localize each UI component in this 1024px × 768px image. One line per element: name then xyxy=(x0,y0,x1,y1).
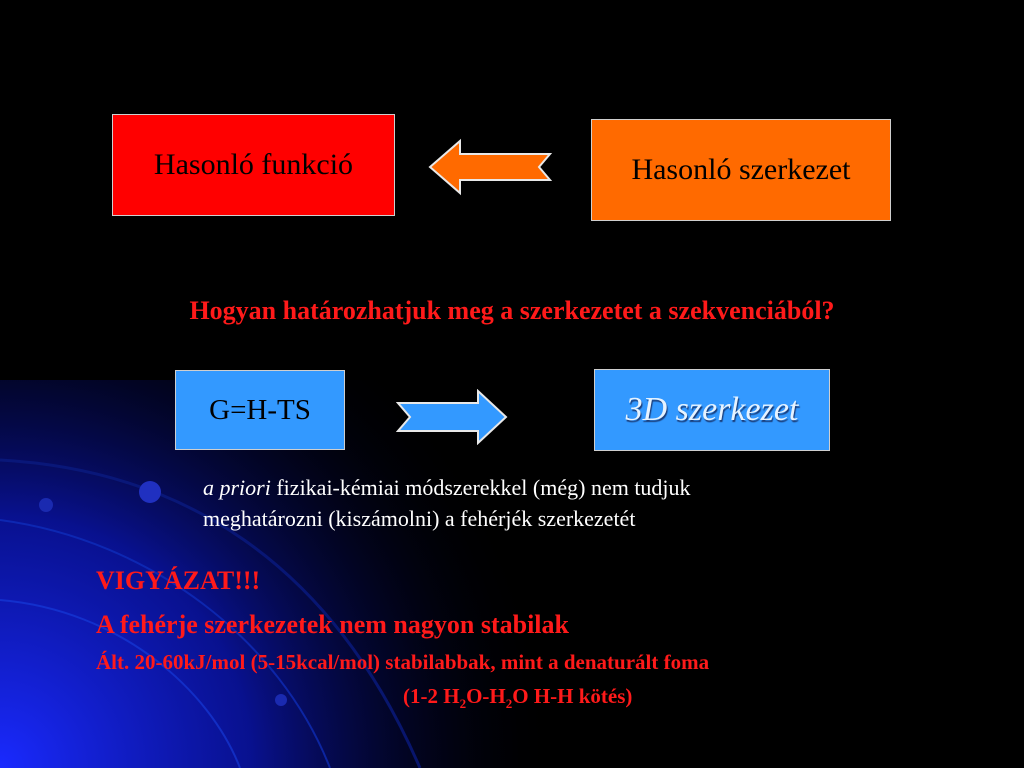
left-arrow-icon xyxy=(428,138,554,196)
similar-structure-box xyxy=(591,119,891,221)
warning-title: VIGYÁZAT!!! xyxy=(96,566,261,595)
note-line1: fizikai-kémiai módszerekkel (még) nem tudjuk xyxy=(270,475,691,500)
similar-structure-label: Hasonló szerkezet xyxy=(631,153,851,186)
right-arrow-icon xyxy=(396,389,508,445)
gibbs-equation-box xyxy=(175,370,345,450)
a-priori-note xyxy=(203,472,903,534)
subscript-2b: 2 xyxy=(505,696,513,712)
3d-structure-box xyxy=(594,369,830,451)
similar-function-label: Hasonló funkció xyxy=(153,148,354,181)
gibbs-equation-label: G=H-TS xyxy=(209,393,311,426)
3d-structure-label: 3D szerkezet xyxy=(625,391,799,428)
warning-line-bonds xyxy=(403,684,632,712)
bond-text-a: (1-2 H xyxy=(403,684,460,708)
subscript-2a: 2 xyxy=(459,696,467,712)
similar-function-box xyxy=(112,114,395,216)
note-italic-term: a priori xyxy=(203,475,271,500)
note-line2: meghatározni (kiszámolni) a fehérjék szerkezetét xyxy=(203,506,636,531)
warning-line-energy: Ált. 20-60kJ/mol (5-15kcal/mol) stabilabbak, mint a denaturált foma xyxy=(96,650,710,674)
question-heading: Hogyan határozhatjuk meg a szerkezetet a szekvenciából? xyxy=(189,296,835,325)
bond-text-c: O H-H kötés) xyxy=(512,684,633,708)
warning-line-stability: A fehérje szerkezetek nem nagyon stabilak xyxy=(96,610,569,639)
bond-text-b: O-H xyxy=(466,684,506,708)
